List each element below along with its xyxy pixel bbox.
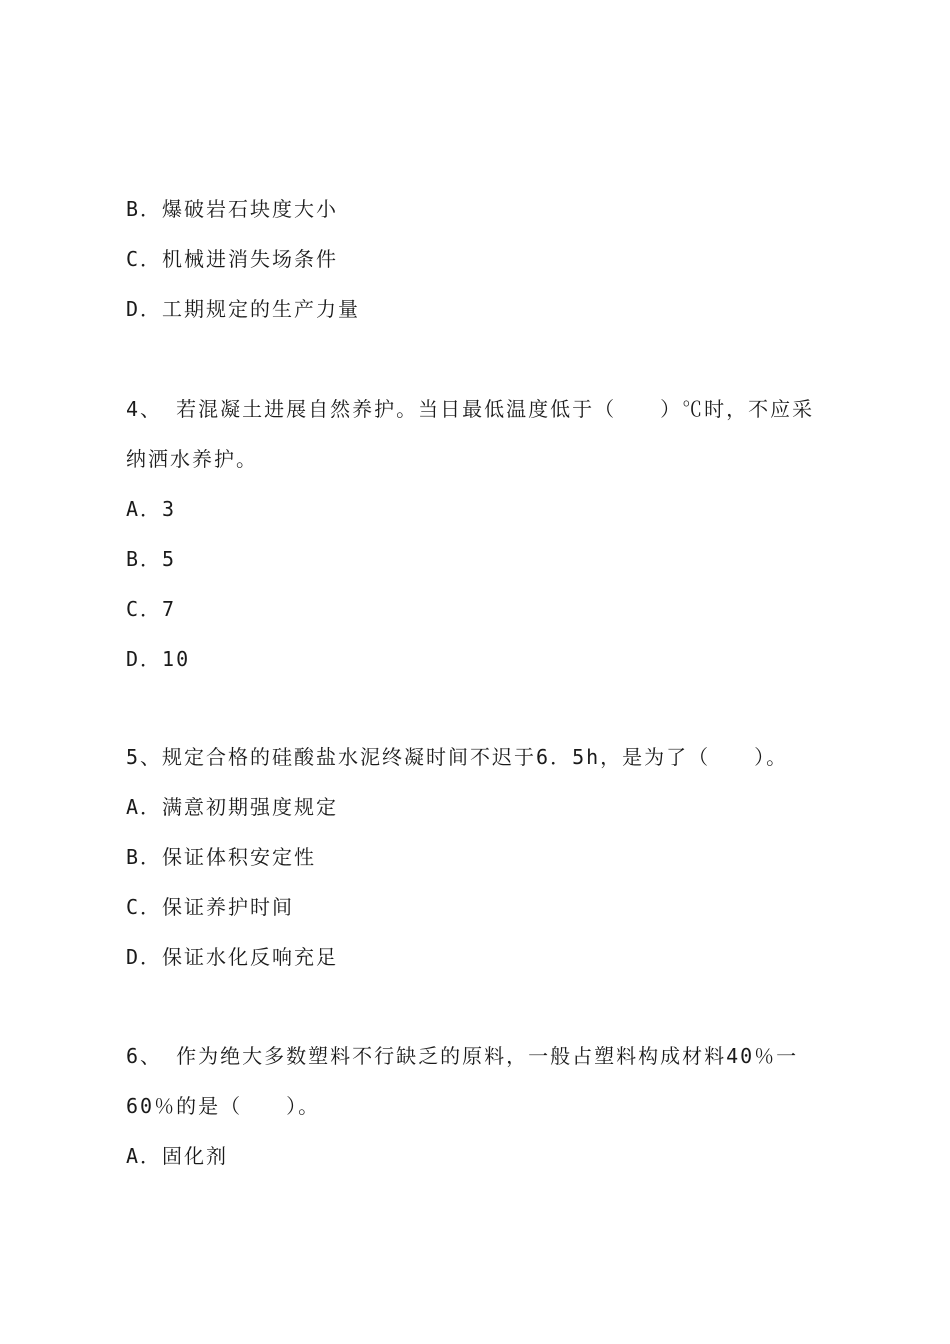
q6-stem-line-2: 60％的是（ ）。 (126, 1094, 321, 1118)
q5-stem: 5、规定合格的硅酸盐水泥终凝时间不迟于6．5h，是为了（ ）。 (126, 745, 789, 769)
q4-option-a: A．3 (126, 497, 177, 521)
q5-option-d: D．保证水化反响充足 (126, 945, 339, 969)
q5-option-a: A．满意初期强度规定 (126, 795, 339, 819)
q4-option-d: D．10 (126, 647, 191, 671)
q6-stem-line-1: 6、 作为绝大多数塑料不行缺乏的原料，一般占塑料构成材料40％一 (126, 1044, 799, 1068)
q3-option-b: B．爆破岩石块度大小 (126, 197, 339, 221)
q3-option-d: D．工期规定的生产力量 (126, 297, 361, 321)
q6-option-a: A．固化剂 (126, 1144, 229, 1168)
q5-option-b: B．保证体积安定性 (126, 845, 317, 869)
q5-option-c: C．保证养护时间 (126, 895, 295, 919)
q4-stem-line-1: 4、 若混凝土进展自然养护。当日最低温度低于（ ）℃时，不应采 (126, 397, 815, 421)
q3-option-c: C．机械进消失场条件 (126, 247, 339, 271)
q4-stem-line-2: 纳洒水养护。 (126, 447, 258, 471)
q4-option-c: C．7 (126, 597, 177, 621)
q4-option-b: B．5 (126, 547, 177, 571)
